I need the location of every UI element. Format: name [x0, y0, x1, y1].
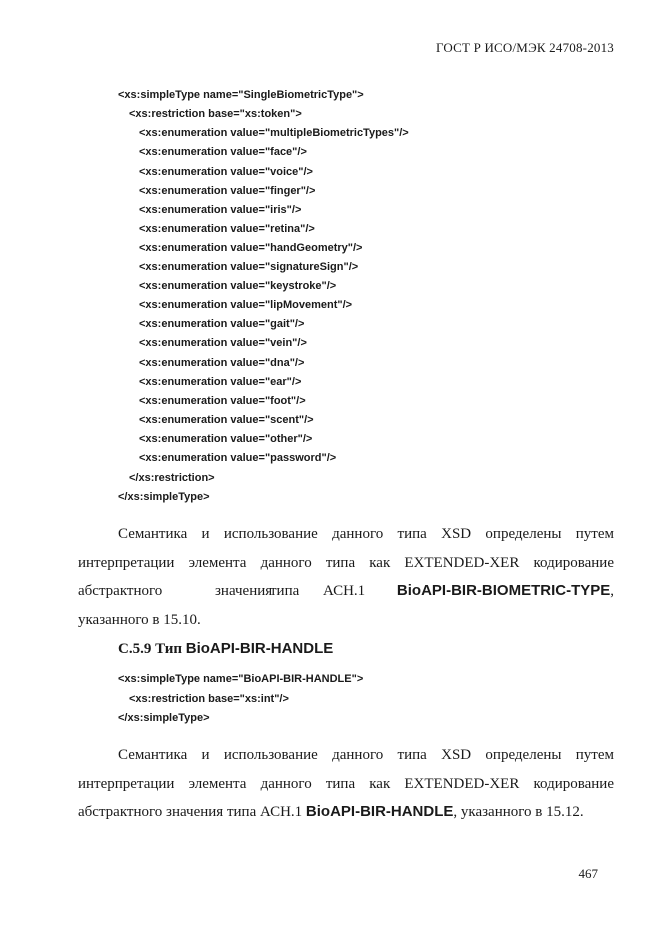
code-line: <xs:enumeration value="foot"/>	[139, 395, 306, 407]
code-line: <xs:enumeration value="retina"/>	[139, 223, 315, 235]
code-line: <xs:enumeration value="keystroke"/>	[139, 280, 337, 292]
code-line: <xs:enumeration value="dna"/>	[139, 357, 305, 369]
paragraph-word: АСН.1	[323, 583, 366, 599]
code-line: </xs:simpleType>	[118, 712, 210, 724]
paragraph-word: абстрактного	[78, 583, 163, 599]
code-line: <xs:enumeration value="password"/>	[139, 452, 337, 464]
paragraph-text: , указанного в 15.12.	[453, 804, 584, 820]
term-bioapi-bir-biometric-type: BioAPI-BIR-BIOMETRIC-TYPE	[396, 582, 611, 599]
code-line: <xs:enumeration value="vein"/>	[139, 337, 307, 349]
code-line: </xs:simpleType>	[118, 491, 210, 503]
code-line: <xs:simpleType name="SingleBiometricType">	[118, 89, 364, 101]
paragraph-line: интерпретации элемента данного типа как EXTENDED-XER кодирование	[78, 555, 614, 571]
code-line: <xs:enumeration value="iris"/>	[139, 204, 302, 216]
code-line: <xs:enumeration value="voice"/>	[139, 166, 313, 178]
code-line: </xs:restriction>	[129, 472, 215, 484]
paragraph-line: указанного в 15.10.	[78, 612, 201, 628]
code-line: <xs:enumeration value="scent"/>	[139, 414, 314, 426]
paragraph-punct: ,	[610, 583, 614, 599]
paragraph-line: Семантика и использование данного типа XSD определены путем	[118, 526, 614, 542]
code-line: <xs:enumeration value="signatureSign"/>	[139, 261, 359, 273]
code-line: <xs:enumeration value="finger"/>	[139, 185, 316, 197]
code-line: <xs:enumeration value="handGeometry"/>	[139, 242, 363, 254]
paragraph-line: Семантика и использование данного типа XSD определены путем	[118, 747, 614, 763]
section-number: С.5.9 Тип	[118, 641, 182, 657]
code-line: <xs:enumeration value="other"/>	[139, 433, 313, 445]
paragraph-text: абстрактного значения типа АСН.1	[78, 804, 303, 820]
paragraph-word: значения	[215, 583, 273, 599]
paragraph-line	[78, 802, 614, 822]
code-line: <xs:enumeration value="face"/>	[139, 146, 307, 158]
code-line: <xs:enumeration value="ear"/>	[139, 376, 302, 388]
term-bioapi-bir-handle: BioAPI-BIR-HANDLE	[305, 803, 454, 820]
paragraph-line	[78, 581, 614, 601]
code-line: <xs:restriction base="xs:token">	[129, 108, 302, 120]
code-line: <xs:simpleType name="BioAPI-BIR-HANDLE">	[118, 673, 364, 685]
paragraph-word: типа	[270, 583, 300, 599]
code-line: <xs:enumeration value="lipMovement"/>	[139, 299, 353, 311]
section-heading	[118, 640, 333, 658]
paragraph-line: интерпретации элемента данного типа как EXTENDED-XER кодирование	[78, 776, 614, 792]
page-number: 467	[578, 866, 598, 881]
code-line: <xs:enumeration value="multipleBiometricTypes"/>	[139, 127, 409, 139]
section-title: BioAPI-BIR-HANDLE	[185, 640, 334, 657]
standard-header: ГОСТ Р ИСО/МЭК 24708-2013	[435, 40, 614, 55]
code-line: <xs:enumeration value="gait"/>	[139, 318, 305, 330]
code-line: <xs:restriction base="xs:int"/>	[129, 693, 289, 705]
